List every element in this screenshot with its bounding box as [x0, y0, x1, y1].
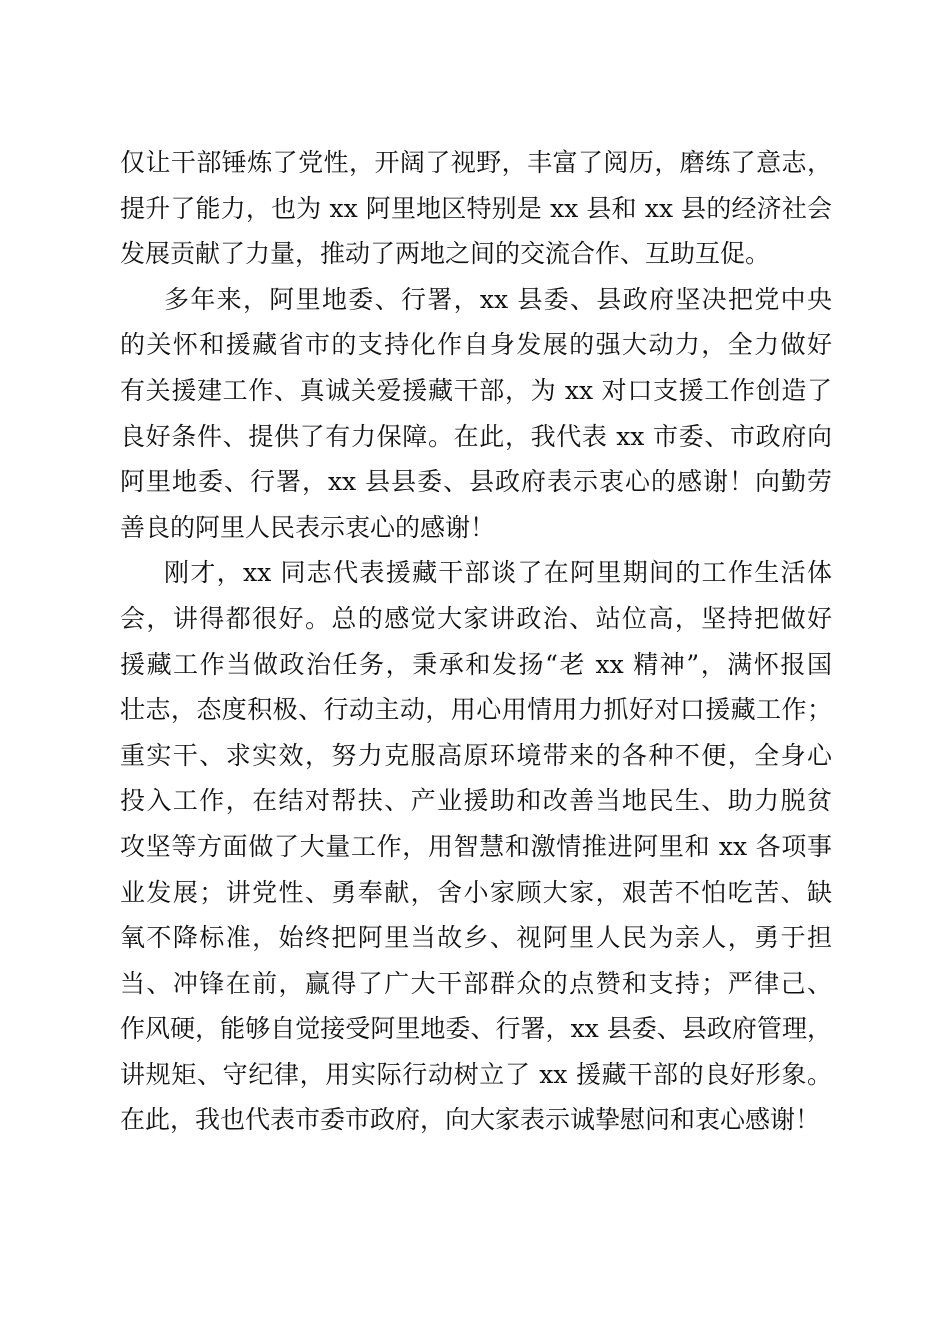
text-line: 讲规矩、守纪律，用实际行动树立了 xx 援藏干部的良好形象。: [120, 1059, 832, 1089]
text-line: 阿里地委、行署，xx 县县委、县政府表示衷心的感谢！向勤劳: [120, 467, 832, 497]
text-line: 作风硬，能够自觉接受阿里地委、行署，xx 县委、县政府管理，: [120, 1014, 832, 1044]
text-line: 善良的阿里人民表示衷心的感谢！: [120, 512, 496, 542]
text-line: 当、冲锋在前，赢得了广大干部群众的点赞和支持；严律己、: [120, 968, 832, 998]
text-line: 多年来，阿里地委、行署，xx 县委、县政府坚决把党中央: [164, 284, 832, 314]
text-line: 良好条件、提供了有力保障。在此，我代表 xx 市委、市政府向: [120, 421, 832, 451]
text-line: 攻坚等方面做了大量工作，用智慧和激情推进阿里和 xx 各项事: [120, 831, 832, 861]
text-line: 发展贡献了力量，推动了两地之间的交流合作、互助互促。: [120, 239, 771, 269]
text-line: 有关援建工作、真诚关爱援藏干部，为 xx 对口支援工作创造了: [120, 375, 832, 405]
text-line: 援藏工作当做政治任务，秉承和发扬“老 xx 精神”，满怀报国: [120, 649, 832, 679]
text-line: 投入工作，在结对帮扶、产业援助和改善当地民生、助力脱贫: [120, 786, 832, 816]
text-line: 重实干、求实效，努力克服高原环境带来的各种不便，全身心: [120, 740, 832, 770]
text-line: 的关怀和援藏省市的支持化作自身发展的强大动力，全力做好: [120, 330, 832, 360]
text-line: 提升了能力，也为 xx 阿里地区特别是 xx 县和 xx 县的经济社会: [120, 193, 832, 223]
text-line: 氧不降标准，始终把阿里当故乡、视阿里人民为亲人，勇于担: [120, 923, 832, 953]
text-line: 仅让干部锤炼了党性，开阔了视野，丰富了阅历，磨练了意志，: [120, 148, 832, 177]
text-line: 会，讲得都很好。总的感觉大家讲政治、站位高，坚持把做好: [120, 603, 832, 633]
text-line: 业发展；讲党性、勇奉献，舍小家顾大家，艰苦不怕吃苦、缺: [120, 877, 832, 907]
text-line: 壮志，态度积极、行动主动，用心用情用力抓好对口援藏工作；: [120, 695, 832, 725]
text-line: 刚才，xx 同志代表援藏干部谈了在阿里期间的工作生活体: [164, 558, 832, 588]
text-line: 在此，我也代表市委市政府，向大家表示诚挚慰问和衷心感谢！: [120, 1105, 821, 1135]
document-body: [120, 140, 832, 1143]
